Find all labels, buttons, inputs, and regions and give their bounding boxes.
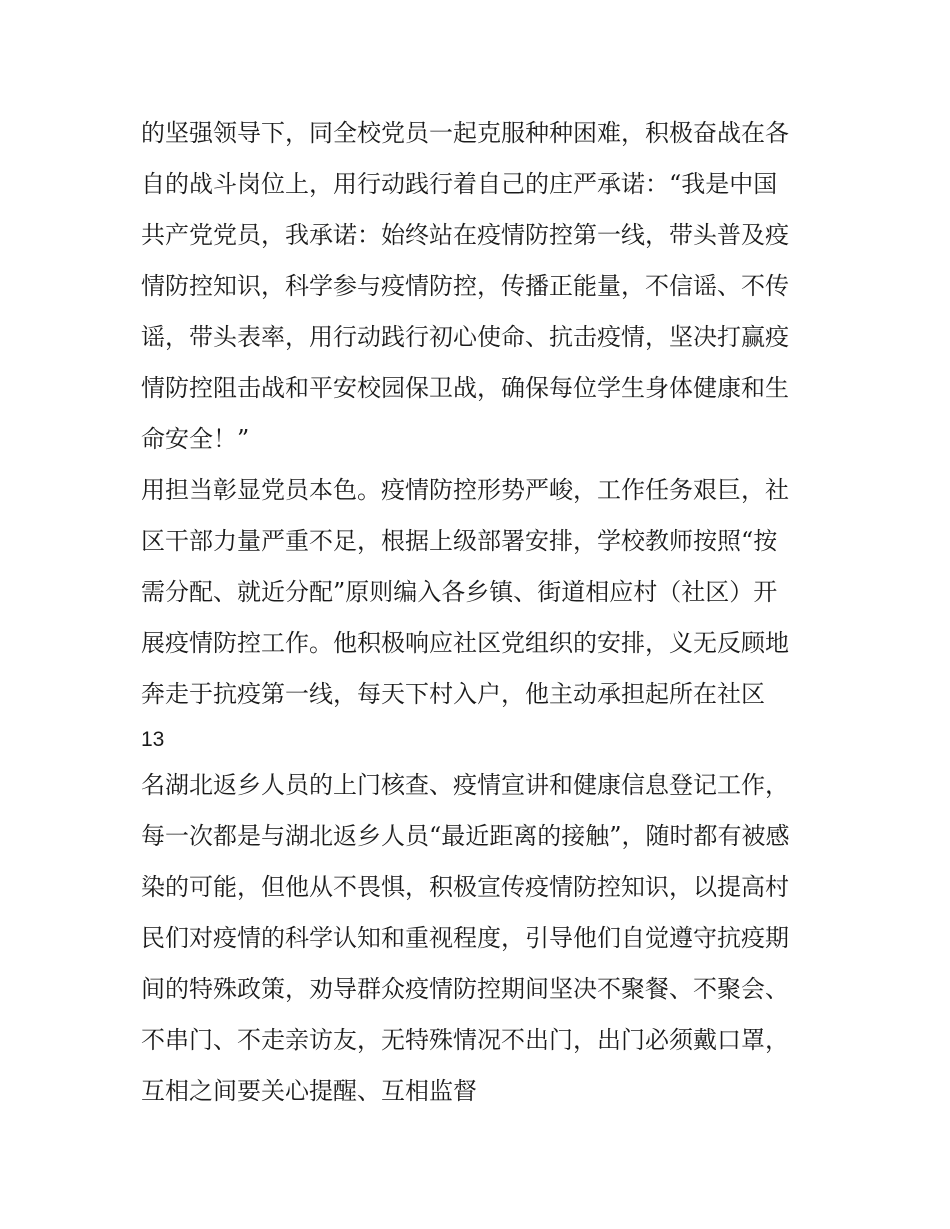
text-line: 需分配、就近分配”原则编入各乡镇、街道相应村（社区）开 <box>141 578 778 606</box>
text-line: 每一次都是与湖北返乡人员“最近距离的接触”，随时都有被感 <box>141 822 790 850</box>
text-line: 用担当彰显党员本色。疫情防控形势严峻，工作任务艰巨，社 <box>141 476 789 504</box>
text-line: 奔走于抗疫第一线，每天下村入户，他主动承担起所在社区 <box>141 680 765 708</box>
text-line: 展疫情防控工作。他积极响应社区党组织的安排，义无反顾地 <box>141 629 789 657</box>
text-line: 共产党党员，我承诺：始终站在疫情防控第一线，带头普及疫 <box>141 221 789 249</box>
text-line: 情防控阻击战和平安校园保卫战，确保每位学生身体健康和生 <box>141 374 789 402</box>
text-line: 命安全！” <box>141 425 250 453</box>
number-line: 13 <box>141 728 165 751</box>
paragraph-3 <box>141 760 831 1117</box>
text-line: 互相之间要关心提醒、互相监督 <box>141 1077 477 1105</box>
text-line: 名湖北返乡人员的上门核查、疫情宣讲和健康信息登记工作， <box>141 771 789 799</box>
text-line: 间的特殊政策，劝导群众疫情防控期间坚决不聚餐、不聚会、 <box>141 975 789 1003</box>
text-line: 区干部力量严重不足，根据上级部署安排，学校教师按照“按 <box>141 527 778 555</box>
text-line: 谣，带头表率，用行动践行初心使命、抗击疫情，坚决打赢疫 <box>141 323 789 351</box>
paragraph-1 <box>141 108 831 465</box>
text-line: 情防控知识，科学参与疫情防控，传播正能量，不信谣、不传 <box>141 272 789 300</box>
text-line: 民们对疫情的科学认知和重视程度，引导他们自觉遵守抗疫期 <box>141 924 789 952</box>
paragraph-2 <box>141 465 831 720</box>
document-body <box>141 108 831 1117</box>
text-line: 自的战斗岗位上，用行动践行着自己的庄严承诺：“我是中国 <box>141 170 778 198</box>
text-line: 的坚强领导下，同全校党员一起克服种种困难，积极奋战在各 <box>141 119 789 147</box>
text-line: 染的可能，但他从不畏惧，积极宣传疫情防控知识，以提高村 <box>141 873 789 901</box>
text-line: 不串门、不走亲访友，无特殊情况不出门，出门必须戴口罩， <box>141 1026 789 1054</box>
